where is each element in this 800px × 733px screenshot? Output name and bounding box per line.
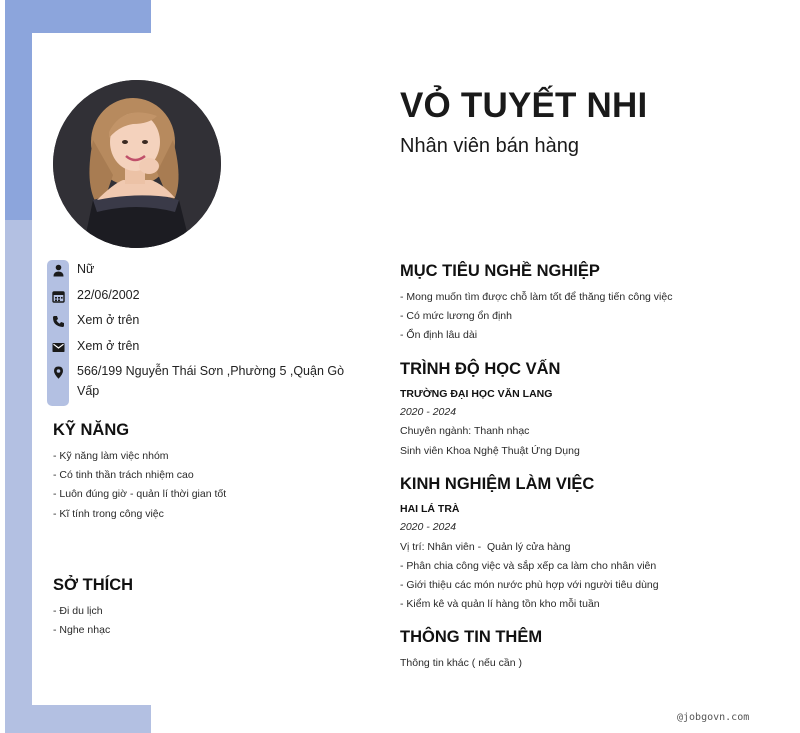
education-school: TRƯỜNG ĐẠI HỌC VĂN LANG bbox=[400, 388, 553, 400]
extra-text: Thông tin khác ( nếu cần ) bbox=[400, 657, 522, 669]
skill-item: - Kĩ tính trong công việc bbox=[53, 508, 164, 520]
calendar-icon bbox=[52, 290, 65, 303]
experience-position: Vị trí: Nhân viên - Quản lý cửa hàng bbox=[400, 541, 571, 553]
location-pin-icon bbox=[52, 366, 65, 379]
contact-icon-bar bbox=[47, 260, 69, 406]
skill-item: - Luôn đúng giờ - quản lí thời gian tốt bbox=[53, 488, 227, 500]
experience-item: - Kiểm kê và quản lí hàng tồn kho mỗi tuần bbox=[400, 598, 600, 610]
hobby-item: - Đi du lịch bbox=[53, 605, 103, 617]
avatar bbox=[53, 80, 221, 248]
experience-item: - Phân chia công việc và sắp xếp ca làm cho nhân viên bbox=[400, 560, 657, 572]
extra-title: THÔNG TIN THÊM bbox=[400, 628, 543, 646]
job-title: Nhân viên bán hàng bbox=[400, 135, 580, 157]
full-name: VỎ TUYẾT NHI bbox=[400, 86, 648, 125]
contact-address-line1: 566/199 Nguyễn Thái Sơn ,Phường 5 ,Quận Gò bbox=[77, 364, 345, 378]
education-period: 2020 - 2024 bbox=[400, 406, 457, 418]
skills-title: KỸ NĂNG bbox=[53, 421, 130, 439]
contact-phone: Xem ở trên bbox=[77, 313, 140, 327]
skill-item: - Kỹ năng làm việc nhóm bbox=[53, 450, 169, 462]
contact-gender: Nữ bbox=[77, 262, 95, 276]
contact-email: Xem ở trên bbox=[77, 339, 140, 353]
hobbies-title: SỞ THÍCH bbox=[53, 576, 134, 594]
education-major: Chuyên ngành: Thanh nhạc bbox=[400, 425, 530, 437]
experience-company: HAI LÁ TRÀ bbox=[400, 503, 460, 515]
mail-icon bbox=[52, 341, 65, 354]
watermark: @jobgovn.com bbox=[677, 712, 750, 723]
user-icon bbox=[52, 264, 65, 277]
contact-birthday: 22/06/2002 bbox=[77, 288, 140, 302]
experience-title: KINH NGHIỆM LÀM VIỆC bbox=[400, 475, 595, 493]
experience-item: - Giới thiệu các món nước phù hợp với người tiêu dùng bbox=[400, 579, 659, 591]
skill-item: - Có tinh thần trách nhiệm cao bbox=[53, 469, 194, 481]
education-title: TRÌNH ĐỘ HỌC VẤN bbox=[400, 360, 561, 378]
hobby-item: - Nghe nhạc bbox=[53, 624, 111, 636]
phone-icon bbox=[52, 315, 65, 328]
contact-address-line2: Vấp bbox=[77, 384, 100, 398]
objective-item: - Ổn định lâu dài bbox=[400, 329, 478, 341]
objective-item: - Mong muốn tìm được chỗ làm tốt để thăng tiến công việc bbox=[400, 291, 673, 303]
education-note: Sinh viên Khoa Nghệ Thuật Ứng Dụng bbox=[400, 445, 580, 457]
experience-period: 2020 - 2024 bbox=[400, 521, 457, 533]
objective-title: MỤC TIÊU NGHỀ NGHIỆP bbox=[400, 262, 600, 280]
objective-item: - Có mức lương ổn định bbox=[400, 310, 512, 322]
